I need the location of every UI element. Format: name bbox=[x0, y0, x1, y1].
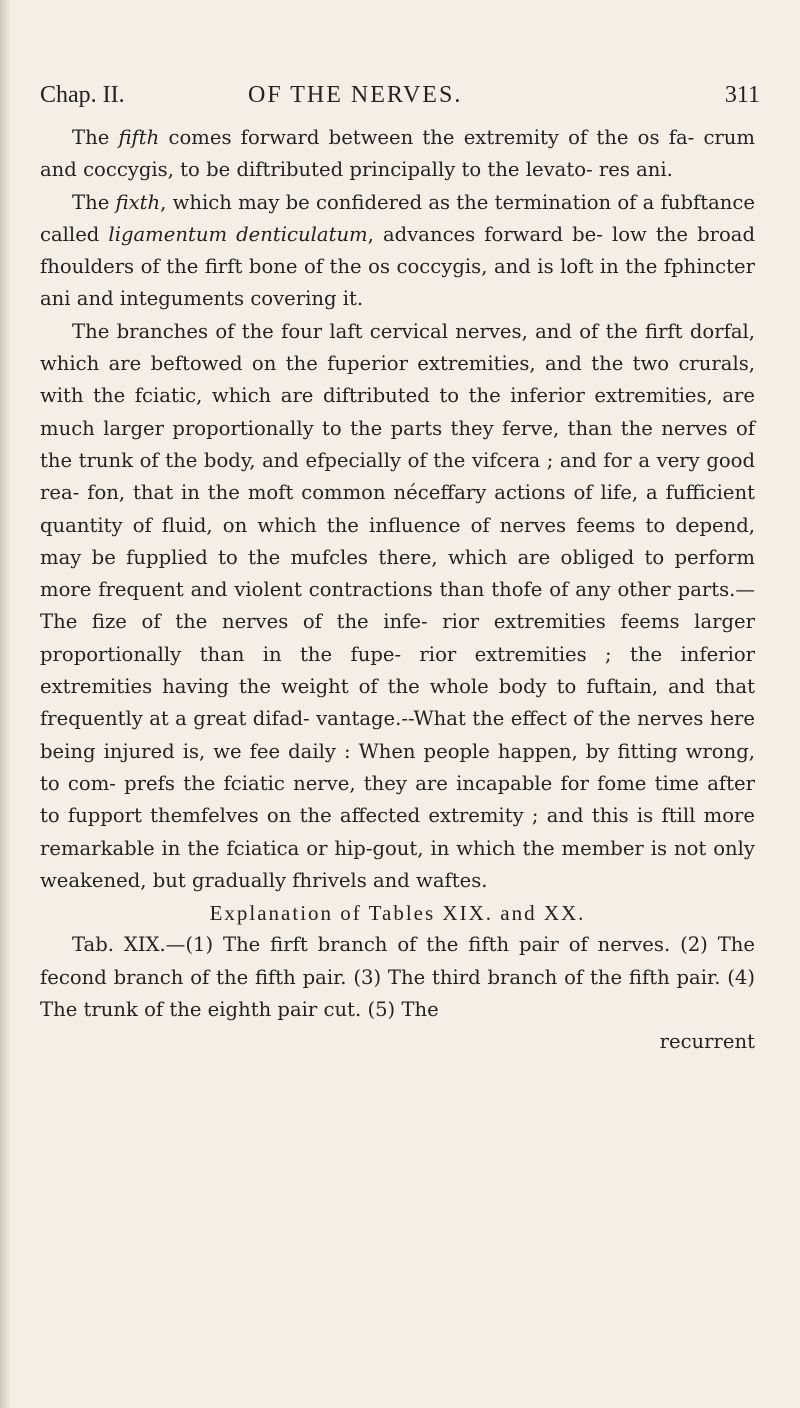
paragraph-text: , which may be confidered as the termination of a fubftance called bbox=[40, 190, 755, 246]
running-header bbox=[40, 82, 760, 116]
section-heading: Explanation of Tables XIX. and XX. bbox=[209, 901, 586, 926]
paragraph-fifth bbox=[40, 122, 755, 187]
page-body bbox=[40, 122, 755, 1059]
paragraph-lead: The bbox=[72, 126, 119, 149]
paragraph-lead: The bbox=[72, 190, 116, 214]
running-title: OF THE NERVES. bbox=[248, 82, 463, 108]
paragraph-text: , advances forward be- low the broad fhoulders of the firft bone of the os coccygis, and is loft in the fphincter ani and integuments covering it. bbox=[40, 222, 755, 311]
italic-term: fixth bbox=[115, 190, 161, 214]
italic-term: fifth bbox=[118, 126, 160, 149]
paragraph-sixth bbox=[40, 187, 755, 316]
chapter-label: Chap. II. bbox=[40, 82, 125, 108]
catchword: recurrent bbox=[659, 1030, 755, 1054]
page-number: 311 bbox=[724, 82, 760, 108]
paragraph-text: comes forward between the extremity of the os fa- crum and coccygis, to be diftributed principally to the levato- res ani. bbox=[40, 126, 755, 182]
page-binding-edge bbox=[0, 0, 10, 1408]
paragraph-branches bbox=[40, 316, 755, 897]
table-explanation: Tab. XIX.—(1) The firft branch of the fifth pair of nerves. (2) The fecond branch of the fifth pair. (3) The third branch of the fifth pair. (4) The trunk of the eighth pair cut. (5) The bbox=[40, 933, 755, 1022]
paragraph-text: The branches of the four laft cervical nerves, and of the firft dorfal, which are beftowed on the fuperior extremities, and the two crurals, with the fciatic, which are diftributed to the inferior extremities, are much larger proportionally to the parts they ferve, than the nerves of the trunk of the body, and efpecially of the vifcera ; and for a very good rea- fon, that in the moft common néceffary actions of life, a fufficient quantity of fluid, on which the influence of nerves feems to depend, may be fupplied to the mufcles there, which are obliged to perform more frequent and violent contractions than thofe of any other parts.—The fize of the nerves of the infe- rior extremities feems larger proportionally than in the fupe- rior extremities ; the inferior extremities having the weight of the whole body to fuftain, and that frequently at a great difad- vantage.--What the effect of the nerves here being injured is, we fee daily : When people happen, by fitting wrong, to com- prefs the fciatic nerve, they are incapable for fome time after to fupport themfelves on the affected extremity ; and this is ftill more remarkable in the fciatica or hip-gout, in which the member is not only weakened, but gradually fhrivels and waftes. bbox=[40, 319, 755, 892]
italic-term: ligamentum denticulatum bbox=[108, 222, 368, 246]
